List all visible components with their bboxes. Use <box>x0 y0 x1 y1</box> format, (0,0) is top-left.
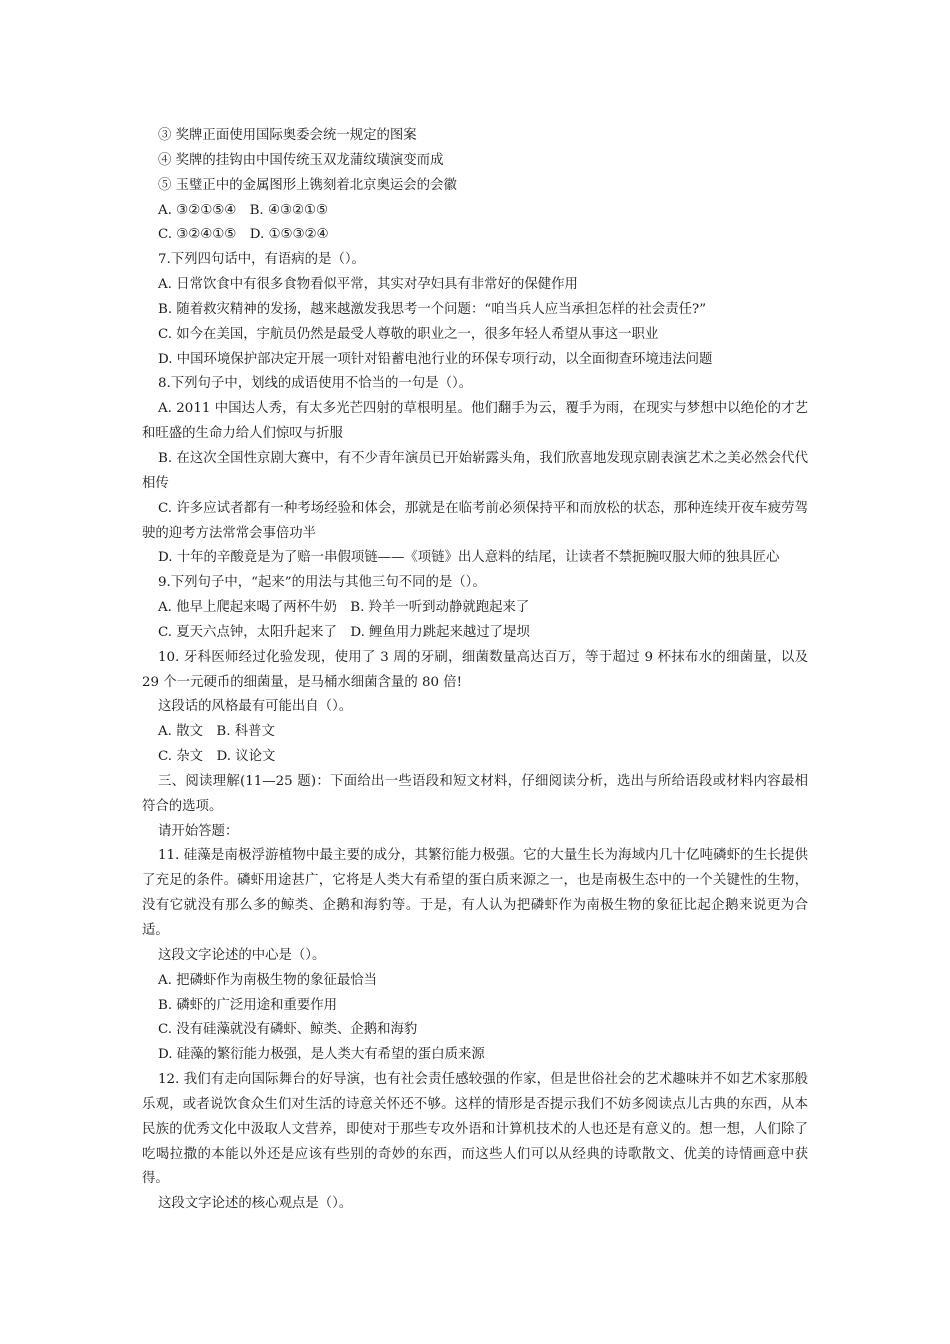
document-page <box>142 124 808 1217</box>
q10-options-cd: C. 杂文 D. 议论文 <box>158 749 276 765</box>
q8-option-b: B. 在这次全国性京剧大赛中，有不少青年演员已开始崭露头角，我们欣喜地发现京剧表演艺术之美必然会代代相传 <box>142 450 808 491</box>
q6-options-cd: C. ③②④①⑤ D. ①⑤③②④ <box>158 227 329 243</box>
q9-stem: 9.下列句子中，“起来”的用法与其他三句不同的是（）。 <box>158 575 486 591</box>
medal-statement-3: ③ 奖牌正面使用国际奥委会统一规定的图案 <box>158 128 417 143</box>
q10-stem: 这段话的风格最有可能出自（）。 <box>158 699 353 715</box>
q10-passage: 10. 牙科医师经过化验发现，使用了 3 周的牙刷，细菌数量高达百万，等于超过 9 杯抹布水的细菌量，以及 29 个一元硬币的细菌量，是马桶水细菌含量的 80 倍! <box>142 649 808 690</box>
q12-passage: 12. 我们有走向国际舞台的好导演，也有社会责任感较强的作家，但是世俗社会的艺术趣味并不如艺术家那般乐观，或者说饮食众生们对生活的诗意关怀还不够。这样的情形是否提示我们不妨多阅读点儿古典的东西，从本民族的优秀文化中汲取人文营养，即使对于那些专攻外语和计算机技术的人也还是有意义的。想一想，人们除了吃喝拉撒的本能以外还是应该有些别的奇妙的东西，而这些人们可以从经典的诗歌散文、优美的诗情画意中获得。 <box>142 1072 808 1187</box>
q9-options-cd: C. 夏天六点钟，太阳升起来了 D. 鲤鱼用力跳起来越过了堤坝 <box>158 624 530 640</box>
q7-option-c: C. 如今在美国，宇航员仍然是最受人尊敬的职业之一，很多年轻人希望从事这一职业 <box>158 326 659 342</box>
q8-option-d: D. 十年的辛酸竟是为了赔一串假项链——《项链》出人意料的结尾，让读者不禁扼腕叹服大师的独具匠心 <box>158 550 780 566</box>
q11-option-a: A. 把磷虾作为南极生物的象征最恰当 <box>158 972 378 988</box>
q7-stem: 7.下列四句话中，有语病的是（）。 <box>158 252 365 268</box>
q8-option-a: A. 2011 中国达人秀，有太多光芒四射的草根明星。他们翻手为云，覆手为雨，在现实与梦想中以绝伦的才艺和旺盛的生命力给人们惊叹与折服 <box>142 401 808 442</box>
q9-options-ab: A. 他早上爬起来喝了两杯牛奶 B. 羚羊一听到动静就跑起来了 <box>158 600 530 616</box>
q7-option-a: A. 日常饮食中有很多食物看似平常，其实对孕妇具有非常好的保健作用 <box>158 277 578 293</box>
q7-option-b: B. 随着救灾精神的发扬，越来越激发我思考一个问题：“咱当兵人应当承担怎样的社会责任?” <box>158 301 707 317</box>
q8-option-c: C. 许多应试者都有一种考场经验和体会，那就是在临考前必须保持平和而放松的状态，那种连续开夜车疲劳驾驶的迎考方法常常会事倍功半 <box>142 500 808 541</box>
q11-stem: 这段文字论述的中心是（）。 <box>158 947 326 963</box>
q11-option-c: C. 没有硅藻就没有磷虾、鲸类、企鹅和海豹 <box>158 1022 418 1038</box>
section-3-heading: 三、阅读理解(11—25 题)：下面给出一些语段和短文材料，仔细阅读分析，选出与所给语段或材料内容最相符合的选项。 <box>142 773 808 814</box>
q12-stem: 这段文字论述的核心观点是（）。 <box>158 1196 353 1212</box>
medal-statement-4: ④ 奖牌的挂钩由中国传统玉双龙蒲纹璜演变而成 <box>158 152 444 168</box>
q8-stem: 8.下列句子中，划线的成语使用不恰当的一句是（）。 <box>158 376 473 392</box>
start-answering: 请开始答题： <box>158 823 239 839</box>
q6-options-ab: A. ③②①⑤④ B. ④③②①⑤ <box>158 202 328 218</box>
q11-option-d: D. 硅藻的繁衍能力极强，是人类大有希望的蛋白质来源 <box>158 1047 485 1063</box>
q11-passage: 11. 硅藻是南极浮游植物中最主要的成分，其繁衍能力极强。它的大量生长为海域内几十亿吨磷虾的生长提供了充足的条件。磷虾用途甚广，它将是人类大有希望的蛋白质来源之一，也是南极生态中的一个关键性的生物，没有它就没有那么多的鲸类、企鹅和海豹等。于是，有人认为把磷虾作为南极生物的象征比起企鹅来说更为合适。 <box>142 848 808 938</box>
q10-options-ab: A. 散文 B. 科普文 <box>158 724 275 740</box>
q7-option-d: D. 中国环境保护部决定开展一项针对铅蓄电池行业的环保专项行动，以全面彻查环境违法问题 <box>158 351 713 367</box>
medal-statement-5: ⑤ 玉璧正中的金属图形上镌刻着北京奥运会的会徽 <box>158 177 457 193</box>
q11-option-b: B. 磷虾的广泛用途和重要作用 <box>158 997 338 1013</box>
